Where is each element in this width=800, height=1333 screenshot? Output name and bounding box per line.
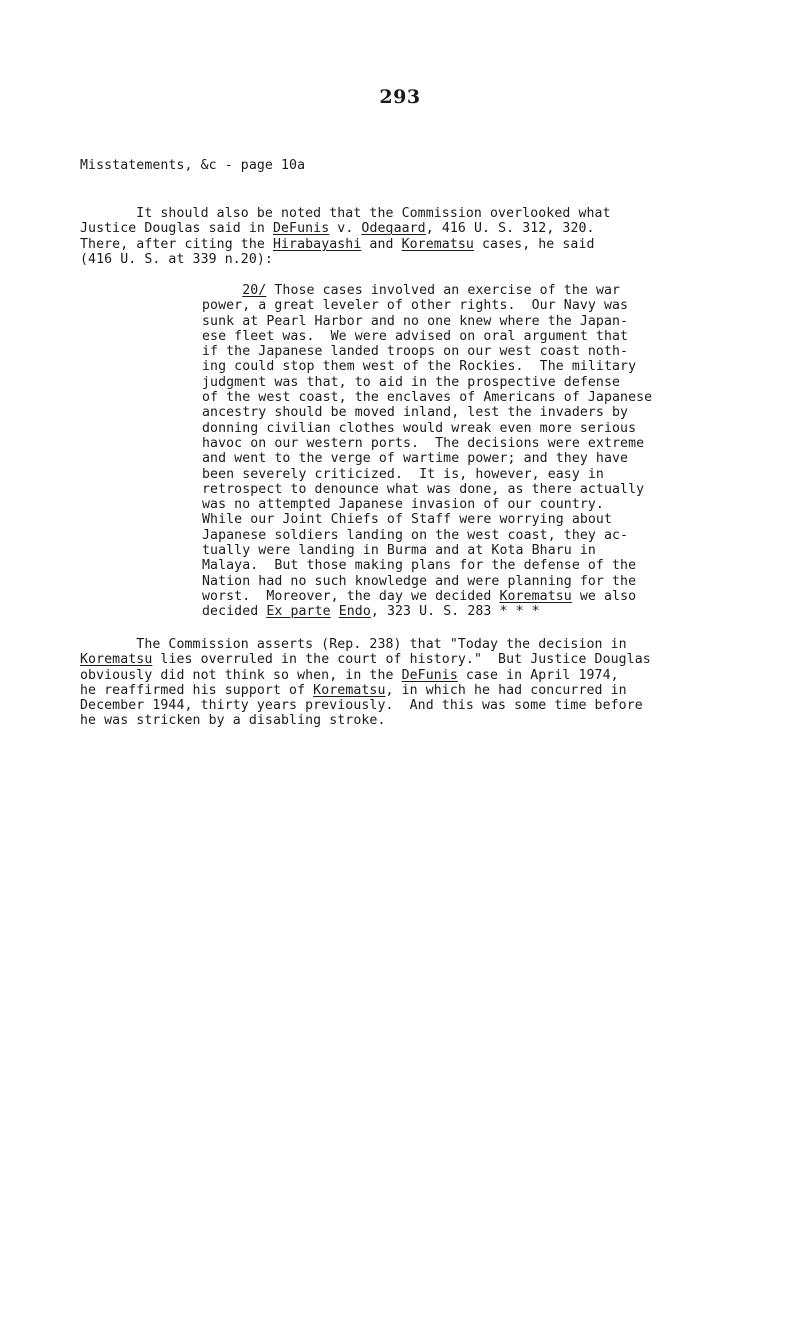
quote-line: was no attempted Japanese invasion of our country. [202, 497, 604, 513]
paragraph-intro [80, 206, 611, 267]
quote-line: retrospect to denounce what was done, as there actually [202, 481, 645, 497]
quote-line: and went to the verge of wartime power; and they have [202, 451, 629, 467]
quote-line: been severely criticized. It is, however, easy in [202, 466, 604, 482]
paragraph-conclusion [80, 637, 651, 729]
intro-line: (416 U. S. at 339 n.20): [80, 251, 273, 267]
quote-line: judgment was that, to aid in the prospective defense [202, 374, 621, 390]
conclusion-line: Korematsu lies overruled in the court of history." But Justice Douglas [80, 652, 651, 668]
conclusion-line: obviously did not think so when, in the DeFunis case in April 1974, [80, 667, 619, 683]
quote-line: Nation had no such knowledge and were planning for the [202, 573, 637, 589]
quote-line: if the Japanese landed troops on our west coast noth- [202, 344, 629, 360]
page-number: 293 [379, 86, 421, 108]
conclusion-line: he was stricken by a disabling stroke. [80, 713, 386, 729]
quote-line: While our Joint Chiefs of Staff were worrying about [202, 512, 613, 528]
quote-line: ese fleet was. We were advised on oral argument that [202, 328, 629, 344]
quote-line: Malaya. But those making plans for the defense of the [202, 558, 637, 574]
quote-line: 20/ Those cases involved an exercise of the war [242, 283, 621, 298]
quote-line: of the west coast, the enclaves of Americans of Japanese [202, 390, 653, 406]
quote-line: power, a great leveler of other rights. Our Navy was [202, 298, 629, 314]
quote-line: ancestry should be moved inland, lest the invaders by [202, 405, 629, 421]
intro-line: There, after citing the Hirabayashi and Korematsu cases, he said [80, 236, 595, 252]
quote-line: ing could stop them west of the Rockies. The military [202, 359, 637, 375]
quote-line: decided Ex parte Endo, 323 U. S. 283 * * * [202, 604, 540, 620]
quote-line: worst. Moreover, the day we decided Korematsu we also [202, 588, 637, 604]
intro-line: Justice Douglas said in DeFunis v. Odegaard, 416 U. S. 312, 320. [80, 221, 595, 237]
quote-line: havoc on our western ports. The decisions were extreme [202, 435, 645, 451]
conclusion-line: The Commission asserts (Rep. 238) that "Today the decision in [80, 637, 627, 652]
conclusion-line: December 1944, thirty years previously. And this was some time before [80, 698, 643, 714]
page-header: Misstatements, &c - page 10a [80, 158, 306, 173]
block-quote [202, 283, 652, 620]
conclusion-line: he reaffirmed his support of Korematsu, in which he had concurred in [80, 682, 627, 698]
quote-line: Japanese soldiers landing on the west coast, they ac- [202, 527, 629, 543]
intro-line: It should also be noted that the Commission overlooked what [80, 206, 611, 221]
quote-line: donning civilian clothes would wreak even more serious [202, 420, 637, 436]
quote-line: tually were landing in Burma and at Kota Bharu in [202, 543, 596, 559]
quote-line: sunk at Pearl Harbor and no one knew where the Japan- [202, 313, 629, 329]
